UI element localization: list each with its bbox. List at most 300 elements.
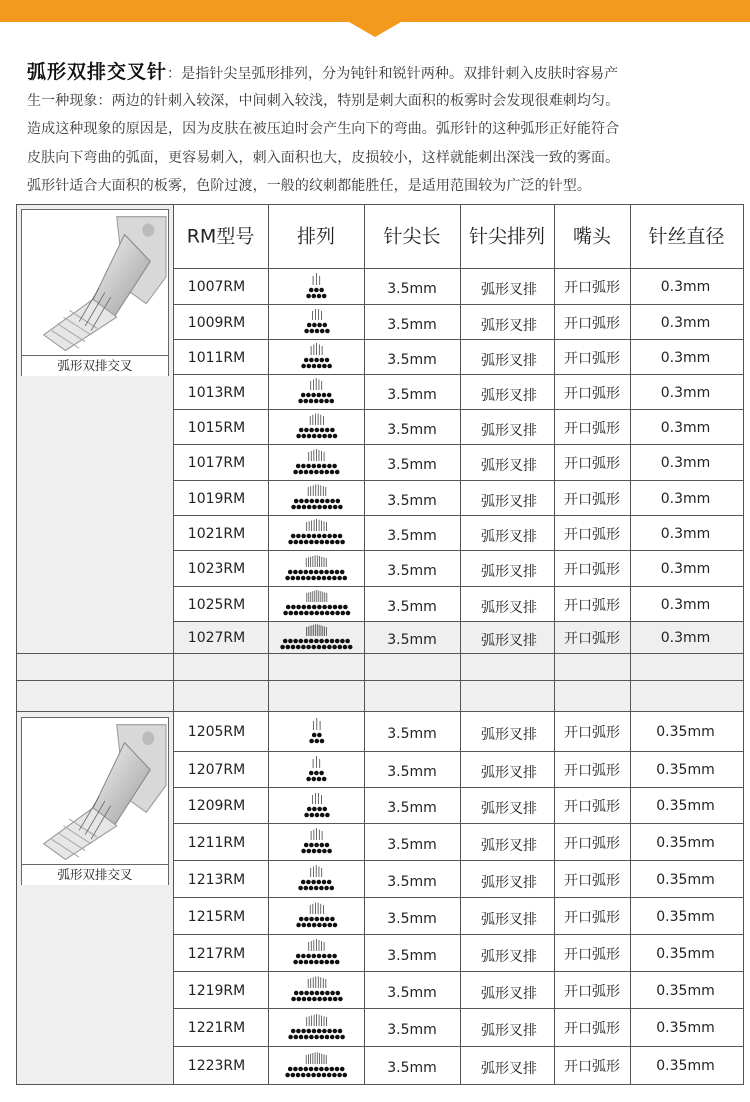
needle-point [296,605,301,610]
needle-point [286,1072,291,1077]
table-rule [173,823,744,824]
table-rule [173,480,744,481]
needle-point [306,505,311,510]
table-rule [173,897,744,898]
column-header: 针尖长 [383,225,441,248]
image-caption: 弧形双排交叉 [22,355,168,376]
needle-point [325,843,330,848]
needle-point [293,1066,298,1071]
needle-point [322,463,327,468]
needle-point [306,323,311,328]
needle-point [301,605,306,610]
needle-point [299,611,304,616]
section1-model-cell: 1027RM [187,630,246,646]
section1-arrangement-cell [269,482,364,514]
needle-point [327,954,332,959]
needle-point [312,605,317,610]
needle-point [312,323,317,328]
needle-point [312,534,317,539]
section1-length-cell: 3.5mm [387,351,437,368]
section2-diameter-cell: 0.35mm [656,834,715,851]
needle-point [314,611,319,616]
needle-point [299,569,304,574]
needle-point [309,611,314,616]
needle-point [325,469,330,474]
section1-mouth-cell: 开口弧形 [564,420,620,437]
needle-arrangement-icon [279,589,355,619]
needle-point [312,393,317,398]
needle-point [304,569,309,574]
needle-point [327,505,332,510]
table-rule [16,653,174,654]
section2-mouth-cell: 开口弧形 [564,763,620,779]
needle-point [325,499,330,504]
section1-length-cell: 3.5mm [387,316,437,333]
section2-arrangement-cell [269,713,364,750]
needle-point [314,540,319,545]
needle-point [306,364,311,369]
needle-point [317,776,322,781]
column-header: 嘴头 [572,225,612,248]
needle-point [296,505,301,510]
needle-point [327,393,332,398]
needle-point [296,954,301,959]
section1-model-cell: 1021RM [187,525,246,542]
needle-point [319,917,324,922]
needle-point [291,997,296,1002]
needle-point [299,399,304,404]
needle-point [338,534,343,539]
needle-point [325,1066,330,1071]
section1-diameter-cell: 0.3mm [660,455,711,471]
needle-cartridge-icon [22,718,168,864]
needle-point [304,917,309,922]
needle-point [335,569,340,574]
table-rule [173,268,744,269]
section1-mouth-cell: 开口弧形 [564,526,620,543]
needle-point [306,463,311,468]
banner-notch [349,22,401,37]
needle-point [306,806,311,811]
section1-diameter-cell: 0.3mm [660,384,711,401]
needle-point [301,849,306,854]
needle-point [338,575,343,580]
needle-point [317,997,322,1002]
section2-arrangement-cell [269,936,364,970]
needle-point [296,463,301,468]
needle-point [304,1034,309,1039]
needle-point [293,569,298,574]
section1-mouth-cell: 开口弧形 [564,280,620,296]
needle-point [301,644,306,649]
table-rule [173,374,744,375]
needle-arrangement-icon [297,342,336,372]
needle-point [343,644,348,649]
intro-line1-text: 是指针尖呈弧形排列，分为钝针和锐针两种。双排针刺入皮肤时容易产 [181,66,619,82]
needle-point [312,880,317,885]
needle-point [304,960,309,965]
needle-point [283,638,288,643]
needle-point [312,776,317,781]
needle-point [327,463,332,468]
needle-point [309,738,314,743]
section2-model-cell: 1205RM [187,724,246,740]
needle-point [322,364,327,369]
needle-point [338,1028,343,1033]
needle-point [317,880,322,885]
needle-point [291,505,296,510]
section1-arrangement-cell [269,341,364,373]
intro-line-5: 弧形针适合大面积的板雾，色阶过渡，一般的纹刺都能胜任，是适用范围较为广泛的针型。 [27,178,591,195]
table-rule [173,1046,744,1047]
section1-arrangement-cell [269,446,364,479]
needle-point [314,428,319,433]
needle-point [314,960,319,965]
needle-point [309,886,314,891]
needle-point [317,323,322,328]
section1-length-cell: 3.5mm [387,632,437,648]
table-rule [16,680,744,681]
needle-point [332,434,337,439]
needle-point [291,1072,296,1077]
needle-point [327,575,332,580]
needle-point [317,575,322,580]
needle-point [330,1034,335,1039]
section1-diameter-cell: 0.3mm [660,349,711,366]
needle-point [312,849,317,854]
needle-point [306,997,311,1002]
needle-point [332,644,337,649]
needle-point [345,611,350,616]
needle-point [291,575,296,580]
needle-point [312,293,317,298]
needle-arrangement-icon [276,623,357,653]
needle-point [319,287,324,292]
needle-point [322,880,327,885]
needle-point [340,1066,345,1071]
section1-arrangement-text-cell: 弧形叉排 [481,528,537,545]
needle-point [317,732,322,737]
table-rule [743,204,744,1085]
table-rule [173,787,744,788]
needle-point [335,611,340,616]
table-rule [173,304,744,305]
needle-point [322,644,327,649]
needle-spec-table [16,204,743,1084]
needle-point [304,428,309,433]
section1-arrangement-cell [269,517,364,549]
section2-diameter-cell: 0.35mm [656,1020,715,1036]
needle-point [330,428,335,433]
needle-arrangement-icon [281,1051,351,1081]
needle-point [314,287,319,292]
needle-point [319,991,324,996]
needle-point [306,923,311,928]
needle-point [322,1072,327,1077]
needle-point [312,954,317,959]
section2-mouth-cell: 开口弧形 [564,909,620,926]
needle-point [288,611,293,616]
needle-point [325,358,330,363]
needle-point [306,880,311,885]
needle-point [319,812,324,817]
needle-point [309,638,314,643]
table-rule [173,550,744,551]
needle-arrangement-icon [302,272,331,302]
section1-arrangement-text-cell: 弧形叉排 [481,599,537,616]
needle-point [327,644,332,649]
needle-point [327,849,332,854]
needle-point [319,428,324,433]
needle-point [317,393,322,398]
needle-point [317,364,322,369]
needle-point [327,434,332,439]
needle-point [314,1066,319,1071]
needle-arrangement-icon [281,554,351,584]
needle-arrangement-icon [284,518,349,548]
needle-point [322,776,327,781]
needle-point [309,917,314,922]
needle-point [319,843,324,848]
needle-point [293,469,298,474]
needle-point [304,358,309,363]
needle-point [322,323,327,328]
section1-arrangement-text-cell: 弧形叉排 [481,458,537,474]
section2-arrangement-cell [269,1048,364,1083]
needle-point [312,923,317,928]
needle-point [309,287,314,292]
needle-point [317,605,322,610]
section1-model-cell: 1019RM [187,490,246,507]
needle-point [338,1072,343,1077]
section1-model-cell: 1023RM [187,561,246,577]
needle-point [335,469,340,474]
needle-arrangement-icon [302,755,331,785]
section1-arrangement-text-cell: 弧形叉排 [481,422,537,439]
needle-point [314,358,319,363]
needle-point [304,329,309,334]
needle-point [304,399,309,404]
product-image-1 [21,209,169,376]
column-header: 排列 [296,225,336,248]
needle-point [299,917,304,922]
needle-point [306,849,311,854]
needle-cartridge-icon [22,210,168,355]
table-rule [173,444,744,445]
section1-arrangement-text-cell: 弧形叉排 [481,493,537,510]
needle-point [330,499,335,504]
needle-point [317,644,322,649]
top-banner [0,0,750,22]
needle-point [296,1028,301,1033]
section2-model-cell: 1209RM [187,798,246,814]
needle-point [296,1072,301,1077]
needle-point [314,812,319,817]
needle-point [293,960,298,965]
needle-point [335,960,340,965]
needle-point [340,569,345,574]
needle-point [309,770,314,775]
needle-point [299,469,304,474]
needle-arrangement-icon [287,483,347,513]
section2-arrangement-text-cell: 弧形叉排 [481,1061,537,1077]
needle-point [319,638,324,643]
needle-point [327,880,332,885]
needle-point [301,575,306,580]
needle-point [306,293,311,298]
section2-arrangement-text-cell: 弧形叉排 [481,948,537,965]
needle-point [296,434,301,439]
needle-point [306,605,311,610]
needle-point [322,605,327,610]
needle-point [319,770,324,775]
needle-point [319,886,324,891]
needle-point [325,540,330,545]
needle-point [325,329,330,334]
section2-length-cell: 3.5mm [387,873,437,890]
column-header: RM型号 [186,225,255,248]
section2-arrangement-cell [269,1010,364,1045]
needle-point [288,540,293,545]
needle-point [293,540,298,545]
needle-point [325,917,330,922]
needle-point [335,638,340,643]
needle-point [319,960,324,965]
section2-mouth-cell: 开口弧形 [564,1021,620,1037]
table-rule [173,860,744,861]
section1-length-cell: 3.5mm [387,281,437,297]
needle-point [301,880,306,885]
needle-point [317,806,322,811]
needle-point [304,1066,309,1071]
needle-point [338,505,343,510]
section2-model-cell: 1211RM [187,834,246,851]
needle-point [296,644,301,649]
needle-point [304,638,309,643]
table-rule [173,621,744,622]
section1-mouth-cell: 开口弧形 [564,385,620,402]
needle-point [325,611,330,616]
section2-arrangement-cell [269,789,364,822]
intro-separator: ： [167,66,182,82]
needle-point [332,954,337,959]
section2-diameter-cell: 0.35mm [656,908,715,925]
needle-point [314,638,319,643]
intro-line-4: 皮肤向下弯曲的弧面，更容易刺入，刺入面积也大，皮损较小，这样就能刺出深浅一致的雾面。 [27,149,620,166]
column-header: 针丝直径 [648,225,725,248]
needle-point [301,1028,306,1033]
needle-point [317,505,322,510]
section1-diameter-cell: 0.3mm [660,525,711,542]
needle-point [343,605,348,610]
needle-point [332,534,337,539]
section2-arrangement-cell [269,899,364,933]
section2-mouth-cell: 开口弧形 [564,983,620,1000]
section1-mouth-cell: 开口弧形 [564,315,620,332]
needle-point [332,1072,337,1077]
needle-arrangement-icon [305,717,329,747]
needle-point [325,960,330,965]
needle-point [322,434,327,439]
needle-point [304,499,309,504]
needle-point [309,991,314,996]
needle-point [301,923,306,928]
needle-point [291,644,296,649]
needle-point [319,358,324,363]
needle-point [288,1034,293,1039]
needle-point [293,1034,298,1039]
needle-point [312,732,317,737]
needle-point [301,393,306,398]
needle-point [293,991,298,996]
section1-diameter-cell: 0.3mm [660,419,711,436]
needle-point [322,923,327,928]
needle-point [291,1028,296,1033]
needle-point [317,463,322,468]
needle-point [309,812,314,817]
needle-point [301,997,306,1002]
section2-length-cell: 3.5mm [387,984,437,1001]
needle-point [304,991,309,996]
needle-point [322,393,327,398]
needle-arrangement-icon [297,827,336,857]
needle-point [286,575,291,580]
section1-arrangement-text-cell: 弧形叉排 [481,633,537,649]
section2-mouth-cell: 开口弧形 [564,725,620,741]
needle-point [325,428,330,433]
needle-point [330,638,335,643]
section2-arrangement-cell [269,973,364,1007]
table-rule [16,204,744,205]
needle-point [322,505,327,510]
section1-arrangement-text-cell: 弧形叉排 [481,564,537,580]
table-rule [16,711,744,712]
needle-point [309,540,314,545]
needle-point [312,364,317,369]
needle-point [299,1066,304,1071]
needle-point [340,1034,345,1039]
needle-point [304,843,309,848]
needle-point [325,569,330,574]
needle-point [322,575,327,580]
section2-diameter-cell: 0.35mm [656,798,715,814]
needle-point [314,917,319,922]
needle-point [301,463,306,468]
needle-arrangement-icon [294,864,338,894]
needle-point [309,469,314,474]
table-rule [16,204,17,1085]
needle-point [322,954,327,959]
table-rule [173,971,744,972]
table-rule [364,204,365,1085]
section1-model-cell: 1015RM [187,419,246,436]
section1-diameter-cell: 0.3mm [660,596,711,613]
needle-point [309,399,314,404]
section2-diameter-cell: 0.35mm [656,945,715,962]
needle-point [280,644,285,649]
needle-point [306,575,311,580]
section1-diameter-cell: 0.3mm [660,561,711,577]
needle-point [306,644,311,649]
section1-arrangement-text-cell: 弧形叉排 [481,352,537,369]
table-rule [173,751,744,752]
intro-line-3: 造成这种现象的原因是，因为皮肤在被压迫时会产生向下的弯曲。弧形针的这种弧形正好能符合 [27,121,620,138]
section2-arrangement-text-cell: 弧形叉排 [481,911,537,928]
needle-point [325,638,330,643]
needle-point [312,505,317,510]
needle-point [301,505,306,510]
section2-diameter-cell: 0.35mm [656,982,715,999]
